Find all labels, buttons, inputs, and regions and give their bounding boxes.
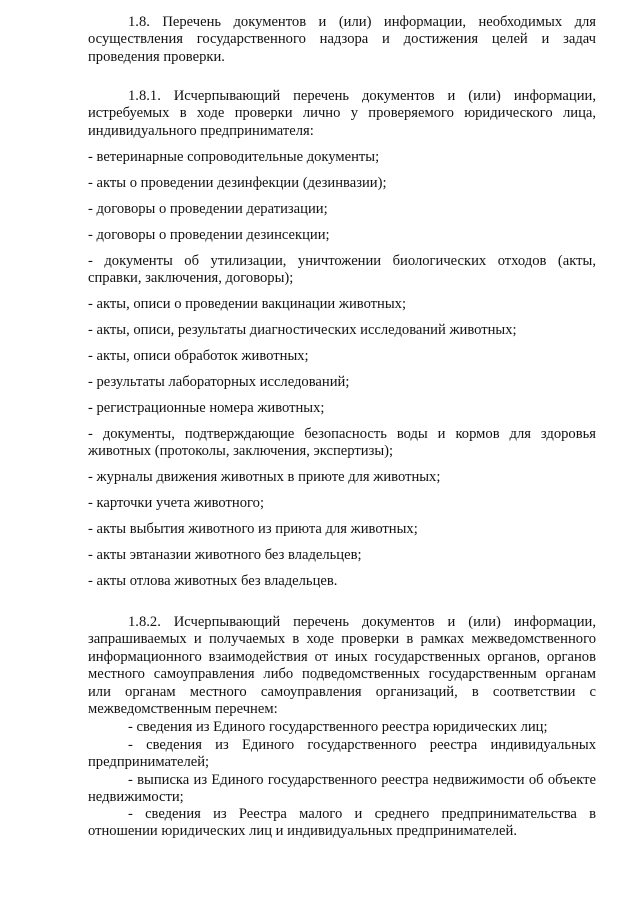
list-item: - акты, описи обработок животных;: [88, 348, 309, 364]
list-item: - выписка из Единого государственного реестра недвижимости об объекте недвижимости;: [88, 772, 596, 806]
list-item: - документы об утилизации, уничтожении биологических отходов (акты, справки, заключения, договоры);: [88, 253, 596, 287]
list-item: - акты отлова животных без владельцев.: [88, 573, 338, 589]
list-item: - документы, подтверждающие безопасность воды и кормов для здоровья животных (протоколы, заключения, экспертизы);: [88, 426, 596, 460]
list-item: - регистрационные номера животных;: [88, 400, 325, 416]
section-1-8-heading: 1.8. Перечень документов и (или) информации, необходимых для осуществления государственного надзора и достижения целей и задач проведения проверки.: [88, 14, 596, 65]
list-item: - сведения из Реестра малого и среднего предпринимательства в отношении юридических лиц и индивидуальных предпринимателей.: [88, 806, 596, 840]
list-item: - договоры о проведении дератизации;: [88, 201, 328, 217]
list-item: - акты о проведении дезинфекции (дезинвазии);: [88, 175, 387, 191]
list-item: - акты, описи о проведении вакцинации животных;: [88, 296, 407, 312]
list-item: - акты выбытия животного из приюта для животных;: [88, 521, 418, 537]
list-item: - результаты лабораторных исследований;: [88, 374, 350, 390]
list-item: - карточки учета животного;: [88, 495, 264, 511]
list-item: - сведения из Единого государственного реестра юридических лиц;: [128, 719, 548, 735]
list-item: - ветеринарные сопроводительные документы;: [88, 149, 380, 165]
list-item: - сведения из Единого государственного реестра индивидуальных предпринимателей;: [88, 737, 596, 771]
section-1-8-2-paragraph: 1.8.2. Исчерпывающий перечень документов и (или) информации, запрашиваемых и получаемых в ходе проверки в рамках межведомственного информационного взаимодействия от иных государственных органов, органов местного самоуправления либо подведомственных государственным органам или органам местного самоуправления организаций, в соответствии с межведомственным перечнем:: [88, 614, 596, 718]
list-item: - акты эвтаназии животного без владельцев;: [88, 547, 362, 563]
list-item: - акты, описи, результаты диагностических исследований животных;: [88, 322, 517, 338]
list-item: - журналы движения животных в приюте для животных;: [88, 469, 441, 485]
section-1-8-1-paragraph: 1.8.1. Исчерпывающий перечень документов и (или) информации, истребуемых в ходе проверки лично у проверяемого юридического лица, индивидуального предпринимателя:: [88, 88, 596, 139]
list-item: - договоры о проведении дезинсекции;: [88, 227, 330, 243]
